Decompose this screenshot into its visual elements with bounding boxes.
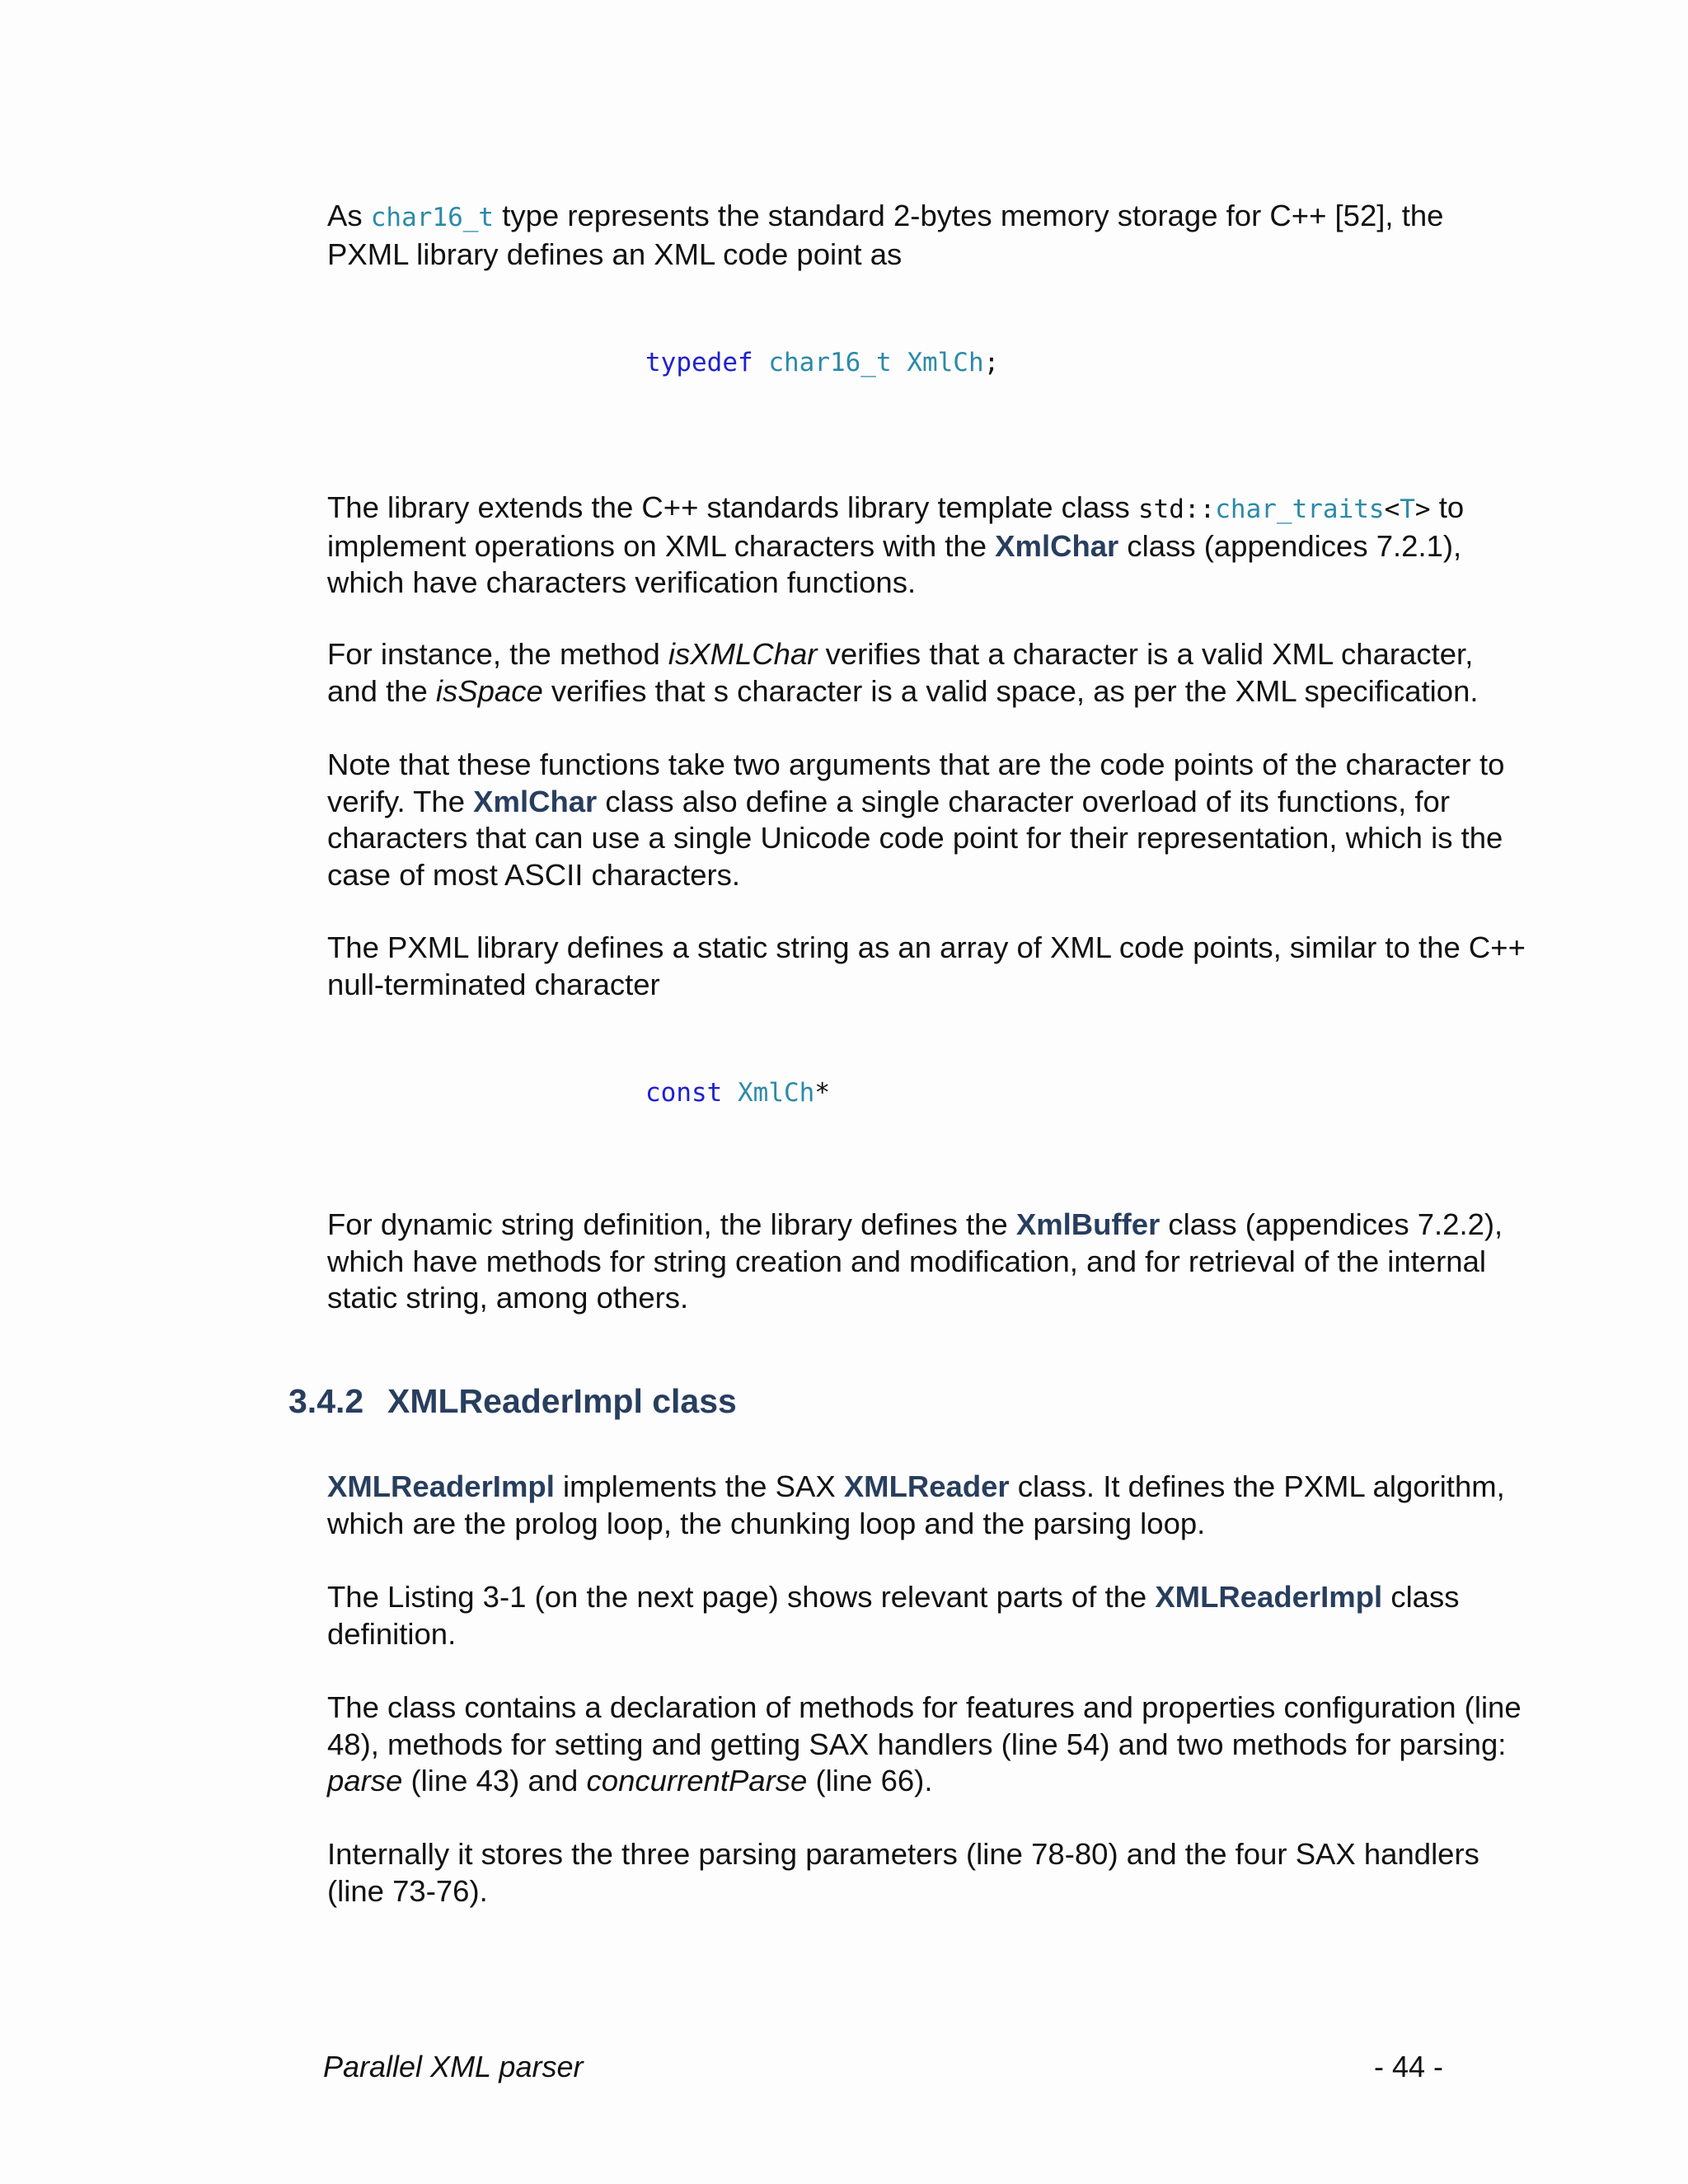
code-typedef bbox=[645, 346, 999, 379]
paragraph-char-traits bbox=[327, 490, 1531, 602]
text: Internally it stores the three parsing parameters (line 78-80) and the four SAX handlers (line 73-76). bbox=[327, 1837, 1479, 1908]
inline-code-gt: > bbox=[1414, 494, 1431, 524]
code-type: XmlCh bbox=[738, 1078, 815, 1108]
text: verifies that a character is a valid XML character, and the bbox=[327, 637, 1474, 708]
code-keyword: typedef bbox=[645, 348, 753, 377]
code-const-xmlch bbox=[645, 1076, 830, 1109]
text: As bbox=[327, 199, 371, 232]
paragraph-xmlbuffer bbox=[327, 1207, 1531, 1317]
text: to implement operations on XML characters with the bbox=[327, 490, 1465, 563]
text: The Listing 3-1 (on the next page) shows relevant parts of the bbox=[327, 1580, 1156, 1614]
paragraph-static-string bbox=[327, 930, 1531, 1003]
method-isspace: isSpace bbox=[435, 673, 543, 708]
paragraph-isxmlchar bbox=[327, 636, 1531, 710]
section-number: 3.4.2 bbox=[288, 1382, 364, 1420]
class-name-xmlreaderimpl: XMLReaderImpl bbox=[327, 1469, 555, 1503]
text: (line 66). bbox=[807, 1764, 933, 1797]
class-name-xmlbuffer: XmlBuffer bbox=[1015, 1207, 1160, 1241]
inline-code-lt: < bbox=[1384, 494, 1400, 524]
paragraph-listing-reference bbox=[327, 1579, 1531, 1652]
paragraph-code-points bbox=[327, 747, 1531, 893]
text: class. It defines the PXML algorithm, which are the prolog loop, the chunking loop and the parsing loop. bbox=[327, 1469, 1505, 1540]
text: class (appendices 7.2.2), which have methods for string creation and modification, and for retrieval of the internal static string, among others. bbox=[327, 1207, 1503, 1315]
inline-code-char-traits: char_traits bbox=[1215, 494, 1385, 524]
text: The class contains a declaration of methods for features and properties configuration (line 48), methods for setting and getting SAX handlers (line 54) and two methods for parsing: bbox=[327, 1690, 1522, 1761]
code-punct: ; bbox=[983, 348, 1000, 377]
text: (line 43) and bbox=[402, 1764, 587, 1797]
method-parse: parse bbox=[327, 1764, 403, 1797]
text: verifies that s character is a valid space, as per the XML specification. bbox=[542, 673, 1479, 708]
section-title: XMLReaderImpl class bbox=[387, 1382, 737, 1420]
inline-code-char16: char16_t bbox=[370, 203, 495, 232]
text: For instance, the method bbox=[327, 637, 668, 671]
code-identifier: XmlCh bbox=[907, 348, 984, 377]
text: type represents the standard 2-bytes memory storage for C++ [52], the PXML library defines an XML code point as bbox=[327, 199, 1444, 271]
code-type: char16_t bbox=[768, 348, 892, 377]
method-isxmlchar: isXMLChar bbox=[668, 637, 818, 671]
inline-code-t: T bbox=[1400, 494, 1415, 524]
paragraph-internal-storage bbox=[327, 1836, 1531, 1910]
text: For dynamic string definition, the library defines the bbox=[327, 1207, 1016, 1241]
paragraph-xml-code-point bbox=[327, 198, 1531, 273]
inline-code-ns: std:: bbox=[1137, 494, 1216, 524]
text: class also define a single character overload of its functions, for characters that can use a single Unicode code point for their representation, which is the case of most ASCII characters. bbox=[327, 784, 1503, 892]
class-name-xmlchar: XmlChar bbox=[995, 528, 1119, 563]
text: The library extends the C++ standards library template class bbox=[327, 490, 1138, 524]
code-keyword: const bbox=[645, 1078, 723, 1108]
footer-document-title: Parallel XML parser bbox=[323, 2050, 584, 2083]
text: class (appendices 7.2.1), which have characters verification functions. bbox=[327, 528, 1462, 599]
text: The PXML library defines a static string as an array of XML code points, similar to the C++ null-terminated character bbox=[327, 930, 1526, 1001]
text: implements the SAX bbox=[554, 1469, 844, 1503]
text: class definition. bbox=[327, 1580, 1460, 1651]
section-heading bbox=[288, 1380, 737, 1422]
class-name-xmlchar: XmlChar bbox=[473, 784, 598, 818]
method-concurrentparse: concurrentParse bbox=[586, 1764, 808, 1797]
class-name-xmlreaderimpl: XMLReaderImpl bbox=[1155, 1580, 1383, 1614]
footer-page-number: - 44 - bbox=[1374, 2050, 1444, 2083]
paragraph-class-methods bbox=[327, 1690, 1531, 1800]
text: Note that these functions take two arguments that are the code points of the character to verify. The bbox=[327, 748, 1505, 818]
paragraph-xmlreaderimpl bbox=[327, 1469, 1531, 1542]
class-name-xmlreader: XMLReader bbox=[843, 1469, 1010, 1503]
code-punct: * bbox=[814, 1078, 830, 1108]
